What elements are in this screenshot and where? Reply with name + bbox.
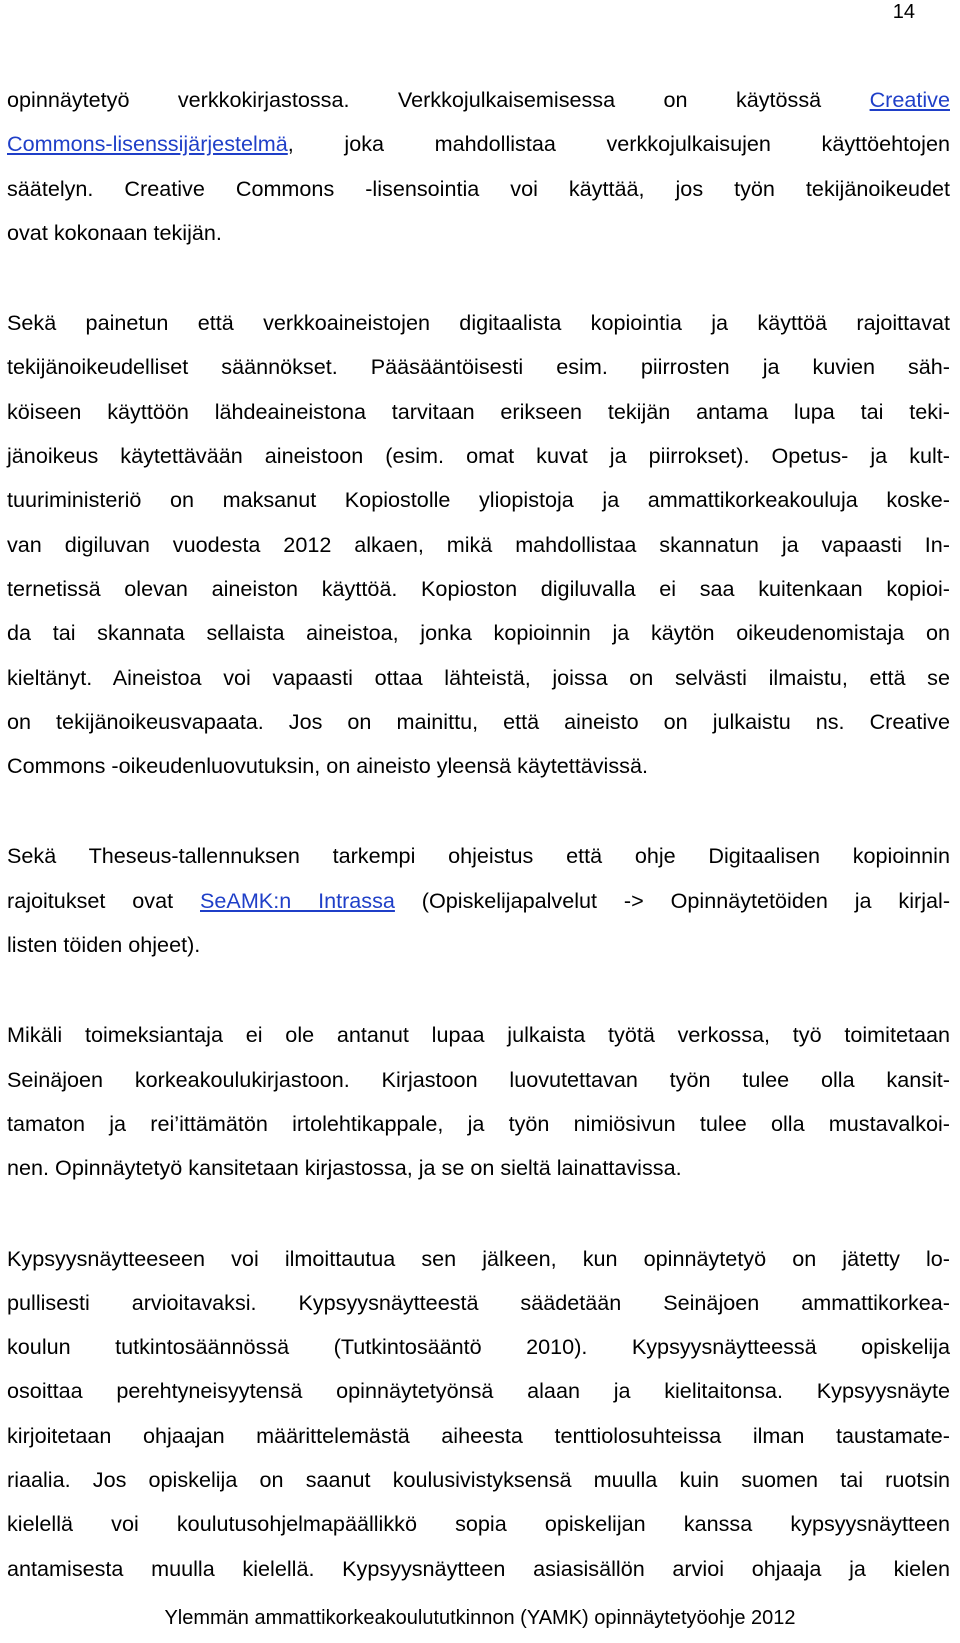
text-segment: , joka mahdollistaa verkkojulkaisujen käyttöehtojen xyxy=(287,131,950,157)
text-segment: osoittaa perehtyneisyytensä opinnäytetyönsä alaan ja kielitaitonsa. Kypsyysnäyte xyxy=(7,1378,950,1404)
text-line xyxy=(7,611,950,655)
text-line xyxy=(7,834,950,878)
paragraph xyxy=(7,78,950,255)
text-line xyxy=(7,1237,950,1281)
text-segment: säätelyn. Creative Commons -lisensointia voi käyttää, jos työn tekijänoikeudet xyxy=(7,175,950,201)
text-line xyxy=(7,78,950,122)
text-segment: rajoitukset ovat xyxy=(7,887,200,913)
text-segment: Seinäjoen korkeakoulukirjastoon. Kirjastoon luovutettavan työn tulee olla kansit- xyxy=(7,1066,950,1092)
page-number: 14 xyxy=(892,1,915,23)
text-segment: kieltänyt. Aineistoa voi vapaasti ottaa lähteistä, joissa on selvästi ilmaistu, että se xyxy=(7,664,950,690)
text-line xyxy=(7,1458,950,1502)
text-segment: Commons -oikeudenluovutuksin, on aineisto yleensä käytettävissä. xyxy=(7,753,648,779)
text-segment: on tekijänoikeusvapaata. Jos on mainittu, että aineisto on julkaistu ns. Creative xyxy=(7,708,950,734)
text-line xyxy=(7,567,950,611)
text-segment: listen töiden ohjeet). xyxy=(7,932,201,958)
text-segment: kielellä voi koulutusohjelmapäällikkö sopia opiskelijan kanssa kypsyysnäytteen xyxy=(7,1511,950,1537)
text-segment: Sekä Theseus-tallennuksen tarkempi ohjeistus että ohje Digitaalisen kopioinnin xyxy=(7,843,950,869)
text-segment: van digiluvan vuodesta 2012 alkaen, mikä mahdollistaa skannatun ja vapaasti In- xyxy=(7,531,950,557)
text-segment: kirjoitetaan ohjaajan määrittelemästä aiheesta tenttiolosuhteissa ilman taustamate- xyxy=(7,1422,950,1448)
text-segment: ternetissä olevan aineiston käyttöä. Kopioston digiluvalla ei saa kuitenkaan kopioi- xyxy=(7,575,950,601)
text-line xyxy=(7,1146,950,1190)
text-segment: jänoikeus käytettävään aineistoon (esim. omat kuvat ja piirrokset). Opetus- ja kult- xyxy=(7,443,950,469)
text-line xyxy=(7,434,950,478)
text-line xyxy=(7,390,950,434)
text-line xyxy=(7,1013,950,1057)
text-segment: pullisesti arvioitavaksi. Kypsyysnäytteestä säädetään Seinäjoen ammattikorkea- xyxy=(7,1289,950,1315)
text-segment: (Opiskelijapalvelut -> Opinnäytetöiden ja kirjal- xyxy=(394,887,951,913)
text-segment: Mikäli toimeksiantaja ei ole antanut lupaa julkaista työtä verkossa, työ toimitetaan xyxy=(7,1022,950,1048)
text-line xyxy=(7,879,950,923)
text-segment: antamisesta muulla kielellä. Kypsyysnäytteen asiasisällön arvioi ohjaaja ja kielen xyxy=(7,1555,950,1581)
paragraph xyxy=(7,301,950,788)
text-line xyxy=(7,1547,950,1591)
text-line xyxy=(7,1102,950,1146)
text-line xyxy=(7,1325,950,1369)
text-segment: ovat kokonaan tekijän. xyxy=(7,219,222,245)
text-segment: Kypsyysnäytteeseen voi ilmoittautua sen jälkeen, kun opinnäytetyö on jätetty lo- xyxy=(7,1245,950,1271)
text-line xyxy=(7,923,950,967)
text-segment: da tai skannata sellaista aineistoa, jonka kopioinnin ja käytön oikeudenomistaja on xyxy=(7,620,950,646)
text-segment: riaalia. Jos opiskelija on saanut koulusivistyksensä muulla kuin suomen tai ruotsin xyxy=(7,1467,950,1493)
text-segment: tuuriministeriö on maksanut Kopiostolle yliopistoja ja ammattikorkeakouluja koske- xyxy=(7,487,950,513)
hyperlink[interactable]: Commons-lisenssijärjestelmä xyxy=(7,131,288,157)
text-line xyxy=(7,700,950,744)
text-line xyxy=(7,345,950,389)
text-line xyxy=(7,167,950,211)
paragraph xyxy=(7,1013,950,1190)
text-line xyxy=(7,1058,950,1102)
text-segment: tekijänoikeudelliset säännökset. Pääsääntöisesti esim. piirrosten ja kuvien säh- xyxy=(7,354,950,380)
text-segment: nen. Opinnäytetyö kansitetaan kirjastossa, ja se on sieltä lainattavissa. xyxy=(7,1155,682,1181)
text-line xyxy=(7,744,950,788)
text-segment: köiseen käyttöön lähdeaineistona tarvitaan erikseen tekijän antama lupa tai teki- xyxy=(7,398,950,424)
text-segment: Sekä painetun että verkkoaineistojen digitaalista kopiointia ja käyttöä rajoittavat xyxy=(7,310,950,336)
text-line xyxy=(7,122,950,166)
text-line xyxy=(7,523,950,567)
text-segment: opinnäytetyö verkkokirjastossa. Verkkojulkaisemisessa on käytössä xyxy=(7,87,870,112)
text-line xyxy=(7,1369,950,1413)
text-line xyxy=(7,301,950,345)
text-line xyxy=(7,656,950,700)
document-body xyxy=(7,78,950,1591)
text-line xyxy=(7,1502,950,1546)
text-line xyxy=(7,1281,950,1325)
text-line xyxy=(7,478,950,522)
text-segment: tamaton ja rei’ittämätön irtolehtikappale, ja työn nimiösivun tulee olla mustavalkoi- xyxy=(7,1110,950,1136)
text-line xyxy=(7,1414,950,1458)
hyperlink[interactable]: Creative xyxy=(869,87,950,112)
page-footer: Ylemmän ammattikorkeakoulututkinnon (YAMK) opinnäytetyöohje 2012 xyxy=(164,1607,796,1629)
paragraph xyxy=(7,834,950,967)
paragraph xyxy=(7,1237,950,1591)
text-line xyxy=(7,211,950,255)
hyperlink[interactable]: SeAMK:n Intrassa xyxy=(200,887,395,913)
text-segment: koulun tutkintosäännössä (Tutkintosääntö 2010). Kypsyysnäytteessä opiskelija xyxy=(7,1334,950,1360)
